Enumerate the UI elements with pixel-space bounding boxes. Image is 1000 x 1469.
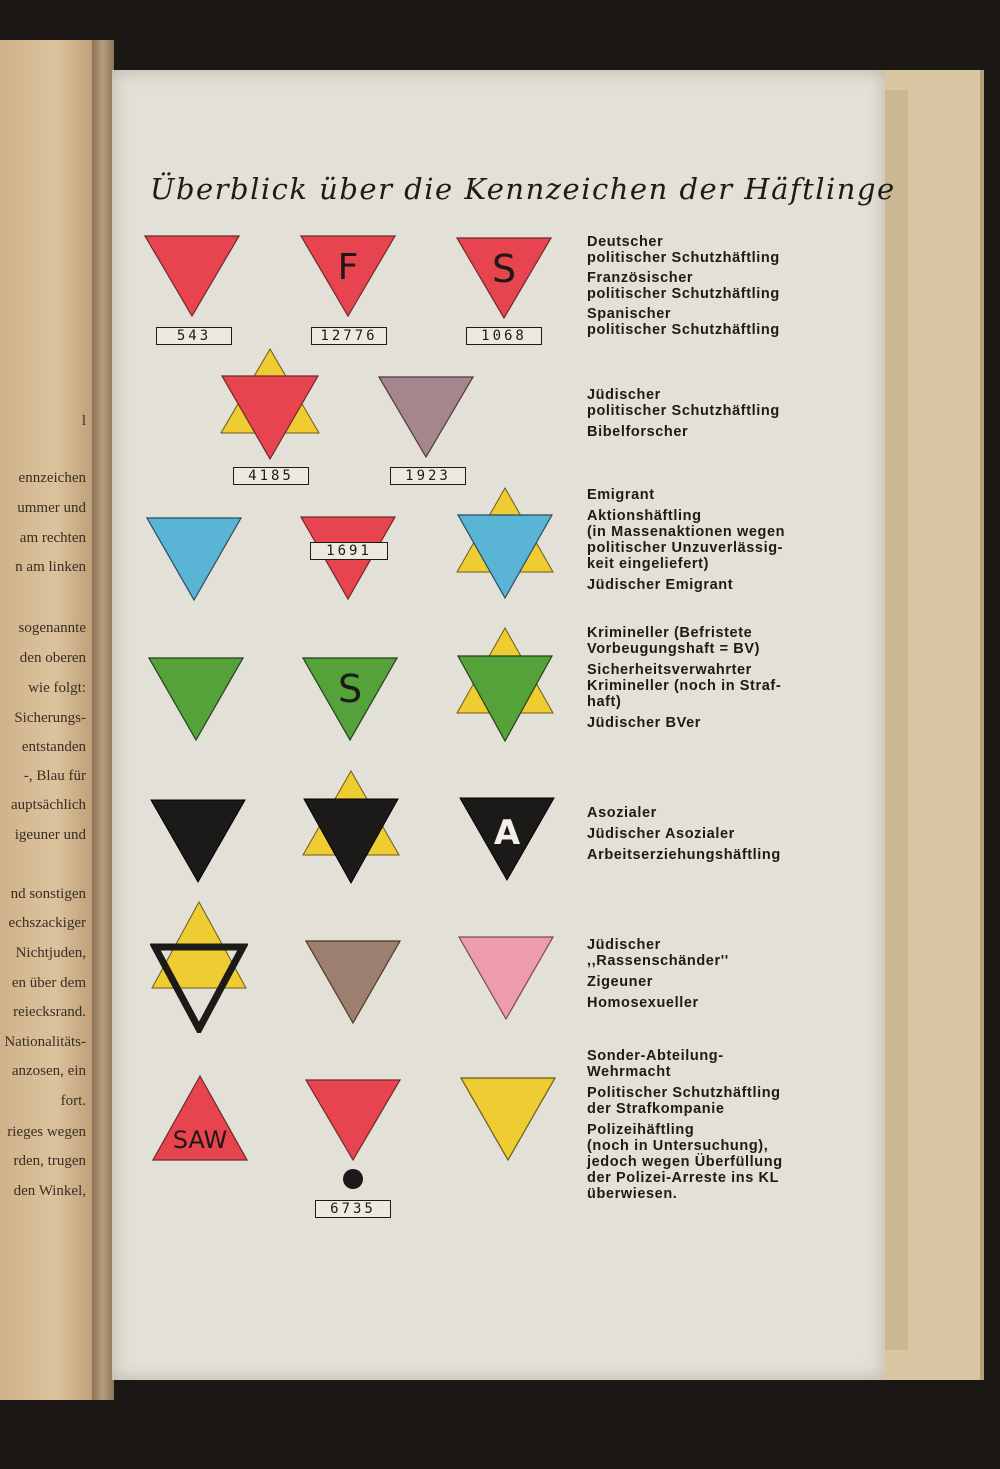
desc-line: ,,Rassenschänder''	[587, 953, 729, 969]
badge-green-triangle	[148, 657, 244, 741]
badge-letter-f: F	[337, 247, 359, 288]
prisoner-number-1068: 1068	[466, 327, 542, 345]
desc-line: Sicherheitsverwahrter	[587, 662, 752, 678]
desc-line: Emigrant	[587, 487, 655, 503]
badge-letter-s-green: S	[337, 667, 363, 711]
desc-line: politischer Unzuverlässig-	[587, 540, 784, 556]
desc-line: Asozialer	[587, 805, 657, 821]
badge-jewish-red-star	[218, 348, 322, 460]
left-page-line: den oberen	[19, 650, 86, 666]
left-page-line: en über dem	[11, 975, 86, 991]
left-page-line: nd sonstigen	[10, 886, 86, 902]
left-page-line: fort.	[60, 1093, 86, 1109]
desc-line: haft)	[587, 694, 622, 710]
description-row-2	[587, 387, 780, 440]
left-page-line: den Winkel,	[13, 1183, 86, 1199]
left-page-line: echszackiger	[8, 915, 86, 931]
desc-line: Jüdischer	[587, 937, 661, 953]
left-page-line: Sicherungs-	[14, 710, 86, 726]
desc-line: der Strafkompanie	[587, 1101, 725, 1117]
badge-red-triangle-s	[456, 237, 552, 319]
desc-line: politischer Schutzhäftling	[587, 403, 780, 419]
desc-line: Sonder-Abteilung-	[587, 1048, 724, 1064]
desc-line: Homosexueller	[587, 995, 699, 1011]
desc-line: Vorbeugungshaft = BV)	[587, 641, 761, 657]
prisoner-number-4185: 4185	[233, 467, 309, 485]
left-page-line: am rechten	[19, 530, 86, 546]
badge-brown-triangle	[305, 940, 401, 1024]
left-page-line: rden, trugen	[13, 1153, 86, 1169]
left-page-line: sogenannte	[18, 620, 86, 636]
badge-jewish-green-star	[455, 627, 555, 742]
description-row-6	[587, 937, 729, 1011]
desc-line: der Polizei-Arreste ins KL	[587, 1170, 780, 1186]
desc-line: Krimineller (Befristete	[587, 625, 753, 641]
left-page-line: ummer und	[17, 500, 86, 516]
desc-line: Politischer Schutzhäftling	[587, 1085, 781, 1101]
left-page-line: reiecksrand.	[13, 1004, 86, 1020]
badge-black-triangle	[150, 799, 246, 883]
left-page-line: Nichtjuden,	[15, 945, 86, 961]
prisoner-number-1923: 1923	[390, 467, 466, 485]
left-page-line: rieges wegen	[7, 1124, 86, 1140]
badge-black-triangle-a	[459, 797, 555, 881]
left-page-line: wie folgt:	[28, 680, 86, 696]
prisoner-number-1691: 1691	[310, 542, 388, 560]
prisoner-number-6735: 6735	[315, 1200, 391, 1218]
left-page-line: ennzeichen	[18, 470, 86, 486]
badge-letter-a: A	[493, 813, 521, 853]
left-page-line: Nationalitäts-	[4, 1034, 86, 1050]
desc-line: (noch in Untersuchung),	[587, 1138, 769, 1154]
prisoner-number-543: 543	[156, 327, 232, 345]
description-row-7	[587, 1048, 783, 1202]
badge-label-saw: SAW	[172, 1126, 228, 1154]
desc-line: Jüdischer	[587, 387, 661, 403]
badge-red-triangle-f	[300, 235, 396, 317]
badge-purple-triangle	[378, 376, 474, 458]
left-page-line: auptsächlich	[11, 797, 86, 813]
desc-line: überwiesen.	[587, 1186, 678, 1202]
page-title: Überblick über die Kennzeichen der Häftlinge	[150, 172, 896, 206]
description-row-5	[587, 805, 781, 863]
description-row-4	[587, 625, 781, 731]
left-page-line: anzosen, ein	[11, 1063, 86, 1079]
prisoner-number-12776: 12776	[311, 327, 387, 345]
badge-red-triangle-dot	[305, 1079, 401, 1191]
left-page-line: -, Blau für	[23, 768, 86, 784]
badge-blue-triangle	[146, 517, 242, 601]
badge-jewish-black-star	[301, 770, 401, 884]
badge-letter-s: S	[491, 247, 517, 291]
desc-line: Wehrmacht	[587, 1064, 672, 1080]
desc-line: Jüdischer BVer	[587, 715, 701, 731]
desc-line: Spanischer	[587, 306, 672, 322]
left-page-line: n am linken	[15, 559, 86, 575]
desc-line: Krimineller (noch in Straf-	[587, 678, 782, 694]
desc-line: Deutscher	[587, 234, 664, 250]
left-page-line: igeuner und	[14, 827, 86, 843]
left-page-line: l	[81, 413, 86, 429]
desc-line: Arbeitserziehungshäftling	[587, 847, 781, 863]
badge-red-triangle	[144, 235, 240, 317]
desc-line: Jüdischer Emigrant	[587, 577, 734, 593]
desc-line: Polizeihäftling	[587, 1122, 695, 1138]
desc-line: (in Massenaktionen wegen	[587, 524, 786, 540]
description-row-1	[587, 234, 780, 338]
desc-line: jedoch wegen Überfüllung	[587, 1154, 783, 1170]
badge-yellow-triangle	[460, 1077, 556, 1161]
desc-line: politischer Schutzhäftling	[587, 286, 780, 302]
desc-line: Französischer	[587, 270, 694, 286]
description-row-3	[587, 487, 785, 593]
badge-pink-triangle	[458, 936, 554, 1020]
desc-line: Zigeuner	[587, 974, 654, 990]
desc-line: Aktionshäftling	[587, 508, 702, 524]
desc-line: politischer Schutzhäftling	[587, 250, 780, 266]
desc-line: politischer Schutzhäftling	[587, 322, 780, 338]
desc-line: Bibelforscher	[587, 424, 689, 440]
badge-jewish-blue-star	[455, 487, 555, 599]
desc-line: keit eingeliefert)	[587, 556, 709, 572]
desc-line: Jüdischer Asozialer	[587, 826, 735, 842]
badge-green-triangle-s	[302, 657, 398, 741]
book-spine	[92, 40, 114, 1400]
badge-red-upright-saw	[152, 1075, 248, 1161]
badge-jewish-rassenschaender	[150, 901, 248, 1033]
punishment-dot-icon	[343, 1169, 363, 1189]
left-page-line: entstanden	[21, 739, 86, 755]
